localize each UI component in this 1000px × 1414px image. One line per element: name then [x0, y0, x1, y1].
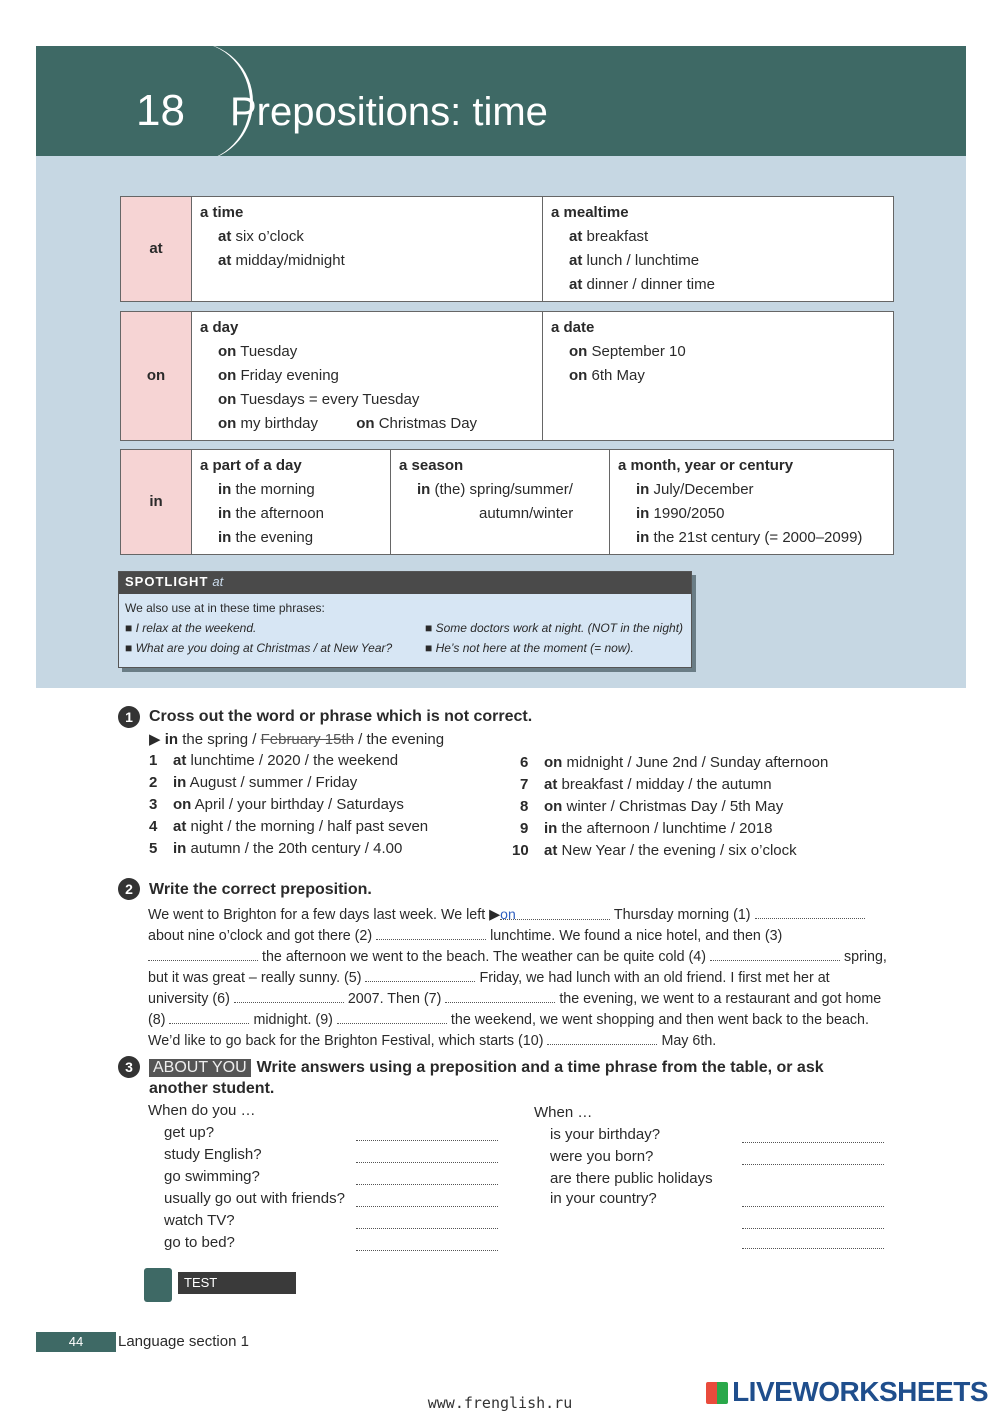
spotlight-item: ■ He’s not here at the moment (= now). [425, 641, 634, 655]
answer-line[interactable] [356, 1184, 498, 1185]
answer-line[interactable] [742, 1206, 884, 1207]
col-head: a time [200, 204, 244, 221]
question-left: go to bed? [164, 1234, 235, 1251]
question-right: were you born? [550, 1148, 654, 1165]
table-line: autumn/winter [479, 505, 574, 522]
exercise-1-item[interactable]: 7 at breakfast / midday / the autumn [520, 776, 772, 793]
section-name: Language section 1 [118, 1333, 249, 1350]
exercise-2-paragraph: We went to Brighton for a few days last week. We left ▶on Thursday morning (1) about nine o’clock and got there (2) lunchtime. We found a nice hotel, and then (3) the afternoon we went to the beach. The weather can be quite cold (4) spring, but it was great – really sunny. (5) Friday, we had lunch with an old friend. I first met her at university (6) 2007. Then (7) the evening, we went to a restaurant and got home (8) midnight. (9) the weekend, we went shopping and then went back to the beach. We’d like to go back for the Brighton Festival, which starts (10) May 6th. [148, 906, 887, 1049]
answer-blank-3[interactable] [148, 946, 258, 961]
answer-line[interactable] [356, 1206, 498, 1207]
answer-blank-1[interactable] [755, 904, 865, 919]
test-yourself-button[interactable] [144, 1268, 296, 1312]
col-head: a mealtime [551, 204, 629, 221]
page-number: 44 [36, 1332, 116, 1352]
table-line: on September 10 [569, 343, 686, 360]
answer-blank-4[interactable] [710, 946, 840, 961]
table-line: in the 21st century (= 2000–2099) [636, 529, 863, 546]
spotlight-text [119, 594, 691, 662]
table-line: on my birthday on Christmas Day [218, 415, 478, 432]
exercise-1-item[interactable]: 6 on midnight / June 2nd / Sunday afternoon [520, 754, 829, 771]
spotlight-row [125, 638, 685, 658]
question-left: go swimming? [164, 1168, 260, 1185]
table-line: at dinner / dinner time [569, 276, 715, 293]
col-head: a day [200, 319, 239, 336]
answer-line[interactable] [356, 1228, 498, 1229]
exercise-3-title: ABOUT YOU Write answers using a preposition and a time phrase from the table, or ask [149, 1059, 824, 1077]
spotlight-item: ■ I relax at the weekend. [125, 621, 257, 635]
logo-icon [706, 1382, 728, 1404]
answer-blank-6[interactable] [234, 988, 344, 1003]
exercise-1-example: ▶ in the spring / February 15th / the evening [149, 731, 445, 748]
test-yourself-label: TEST YOURSELF [178, 1272, 296, 1294]
table-line: at lunch / lunchtime [569, 252, 700, 269]
spotlight-intro: We also use at in these time phrases: [125, 601, 325, 615]
answer-line[interactable] [742, 1248, 884, 1249]
exercise-2-number: 2 [118, 878, 140, 900]
on-col-date [543, 312, 894, 441]
table-line: at midday/midnight [218, 252, 345, 269]
answer-line[interactable] [742, 1228, 884, 1229]
table-line: in 1990/2050 [636, 505, 725, 522]
col-head: a season [399, 457, 464, 474]
table-line: in (the) spring/summer/ [417, 481, 573, 498]
question-head-right: When … [534, 1104, 593, 1121]
exercise-3-title-cont: another student. [149, 1080, 275, 1097]
on-col-day [192, 312, 543, 441]
table-in [120, 449, 894, 555]
in-col-part-of-day [192, 450, 391, 555]
question-left: get up? [164, 1124, 215, 1141]
spotlight-box [118, 571, 692, 668]
exercise-3-number: 3 [118, 1056, 140, 1078]
unit-number: 18 [136, 86, 185, 135]
table-line: on Friday evening [218, 367, 339, 384]
table-key-in: in [121, 450, 192, 555]
table-line: in July/December [636, 481, 754, 498]
notebook-icon [144, 1268, 172, 1302]
question-right: in your country? [550, 1190, 657, 1207]
in-col-month-year [610, 450, 894, 555]
answer-line[interactable] [742, 1142, 884, 1143]
answer-blank-9[interactable] [337, 1009, 447, 1024]
exercise-1-item[interactable]: 4 at night / the morning / half past seven [149, 818, 429, 835]
about-you-badge: ABOUT YOU [149, 1059, 251, 1077]
question-left: study English? [164, 1146, 262, 1163]
question-left: usually go out with friends? [164, 1190, 345, 1207]
table-line: at six o’clock [218, 228, 304, 245]
answer-blank-7[interactable] [445, 988, 555, 1003]
at-col-mealtime [543, 197, 894, 302]
answer-line[interactable] [356, 1250, 498, 1251]
at-col-time [192, 197, 543, 302]
question-head-left: When do you … [148, 1102, 256, 1119]
exercise-1-item[interactable]: 5 in autumn / the 20th century / 4.00 [149, 840, 403, 857]
table-key-at: at [121, 197, 192, 302]
spotlight-item: ■ Some doctors work at night. (NOT in the night) [425, 621, 684, 635]
col-head: a date [551, 319, 595, 336]
spotlight-item: ■ What are you doing at Christmas / at New Year? [125, 641, 393, 655]
worksheet-page [36, 46, 966, 1366]
answer-line[interactable] [742, 1164, 884, 1165]
header-band [36, 46, 966, 156]
answer-blank-10[interactable] [547, 1030, 657, 1045]
answer-blank-8[interactable] [169, 1009, 249, 1024]
answer-line[interactable] [356, 1162, 498, 1163]
exercise-1-title: Cross out the word or phrase which is not correct. [149, 708, 533, 725]
in-col-season [391, 450, 610, 555]
question-right: are there public holidays [550, 1170, 713, 1187]
liveworksheets-logo: LIVEWORKSHEETS [706, 1376, 988, 1408]
question-right: is your birthday? [550, 1126, 661, 1143]
exercise-1-item[interactable]: 1 at lunchtime / 2020 / the weekend [149, 752, 399, 769]
table-line: on 6th May [569, 367, 645, 384]
table-line: in the evening [218, 529, 314, 546]
answer-blank-2[interactable] [376, 925, 486, 940]
table-line: at breakfast [569, 228, 649, 245]
answer-blank-5[interactable] [365, 967, 475, 982]
exercise-1-item[interactable]: 8 on winter / Christmas Day / 5th May [520, 798, 784, 815]
table-line: in the morning [218, 481, 315, 498]
spotlight-header: SPOTLIGHT at [119, 572, 691, 594]
source-url: www.frenglish.ru [427, 1394, 573, 1412]
col-head: a month, year or century [618, 457, 794, 474]
table-line: in the afternoon [218, 505, 324, 522]
exercise-1-number: 1 [118, 706, 140, 728]
page-title: Prepositions: time [230, 90, 548, 134]
table-at [120, 196, 894, 302]
answer-blank-example: on [500, 905, 610, 920]
table-line: on Tuesdays = every Tuesday [218, 391, 420, 408]
exercise-1-item[interactable]: 10 at New Year / the evening / six o’clock [512, 842, 797, 859]
exercise-2-title: Write the correct preposition. [149, 881, 372, 898]
table-on [120, 311, 894, 441]
table-line: on Tuesday [218, 343, 298, 360]
exercise-1-item[interactable]: 3 on April / your birthday / Saturdays [149, 796, 404, 813]
spotlight-row [125, 618, 685, 638]
table-key-on: on [121, 312, 192, 441]
exercise-1-item[interactable]: 2 in August / summer / Friday [149, 774, 358, 791]
answer-line[interactable] [356, 1140, 498, 1141]
question-left: watch TV? [164, 1212, 235, 1229]
exercise-1-item[interactable]: 9 in the afternoon / lunchtime / 2018 [520, 820, 773, 837]
col-head: a part of a day [200, 457, 302, 474]
